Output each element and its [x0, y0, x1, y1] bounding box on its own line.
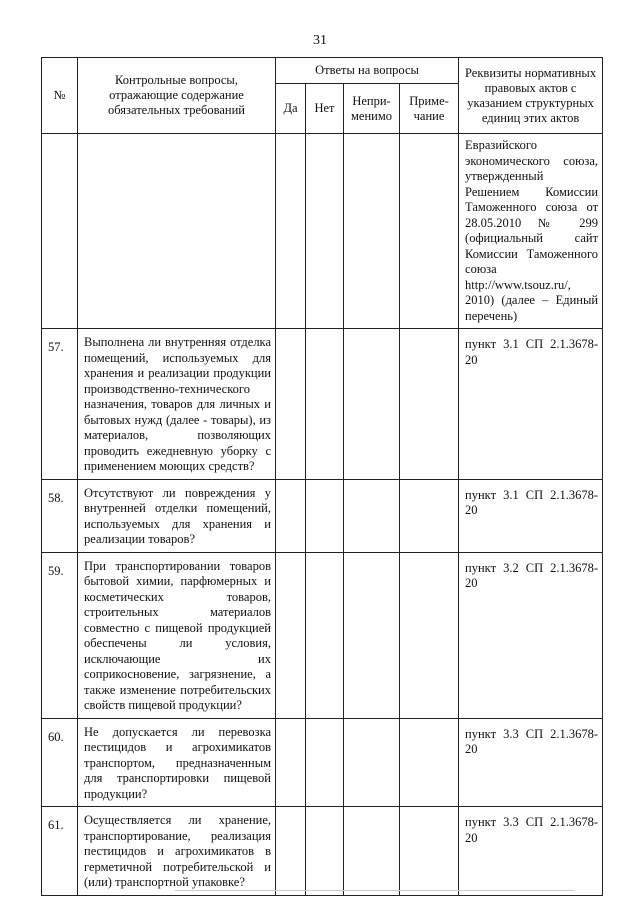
row-number: 60. — [42, 718, 78, 807]
row-number: 57. — [42, 329, 78, 480]
row-number: 61. — [42, 807, 78, 896]
page-number: 31 — [313, 33, 327, 48]
answer-na-cell — [344, 329, 400, 480]
answer-na-cell — [344, 134, 400, 329]
answer-no-cell — [306, 134, 344, 329]
answer-na-cell — [344, 718, 400, 807]
header-answer-no: Нет — [306, 84, 344, 134]
header-answer-na: Непри-менимо — [344, 84, 400, 134]
table-row — [42, 807, 603, 896]
table-row — [42, 718, 603, 807]
header-num: № — [42, 58, 78, 134]
row-number: 59. — [42, 552, 78, 718]
answer-no-cell — [306, 807, 344, 896]
answer-no-cell — [306, 718, 344, 807]
row-reference: пункт 3.2 СП 2.1.3678-20 — [459, 552, 603, 718]
answer-yes-cell — [276, 329, 306, 480]
answer-na-cell — [344, 552, 400, 718]
row-question: Отсутствуют ли повреждения у внутренней отделки помещений, используемых для хранения и реализации товаров? — [78, 479, 276, 552]
header-requisites: Реквизиты нормативных правовых актов с указанием структурных единиц этих актов — [459, 58, 603, 134]
answer-yes-cell — [276, 134, 306, 329]
answer-no-cell — [306, 479, 344, 552]
header-answers-group: Ответы на вопросы — [276, 58, 459, 84]
row-reference: пункт 3.3 СП 2.1.3678-20 — [459, 807, 603, 896]
row-reference: пункт 3.1 СП 2.1.3678-20 — [459, 479, 603, 552]
answer-na-cell — [344, 807, 400, 896]
row-number: 58. — [42, 479, 78, 552]
answer-yes-cell — [276, 718, 306, 807]
row-question: Выполнена ли внутренняя отделка помещений, используемых для хранения и реализации продукции производственно-технического назначения, товаров для личных и бытовых нужд (далее - товары), из материалов, позволяющих проводить ежедневную уборку с применением моющих средств? — [78, 329, 276, 480]
row-reference: пункт 3.3 СП 2.1.3678-20 — [459, 718, 603, 807]
row-reference: пункт 3.1 СП 2.1.3678-20 — [459, 329, 603, 480]
table-row — [42, 552, 603, 718]
scan-edge-line — [175, 890, 575, 891]
table-row — [42, 479, 603, 552]
row-question: Не допускается ли перевозка пестицидов и агрохимикатов транспортом, предназначенным для транспортировки пищевой продукции? — [78, 718, 276, 807]
row-question: При транспортировании товаров бытовой химии, парфюмерных и косметических товаров, строительных материалов совместно с пищевой продукцией обеспечены ли условия, исключающие их соприкосновение, загрязнение, а также изменение потребительских свойств пищевой продукции? — [78, 552, 276, 718]
answer-yes-cell — [276, 552, 306, 718]
answer-no-cell — [306, 329, 344, 480]
answer-note-cell — [400, 134, 459, 329]
header-answer-yes: Да — [276, 84, 306, 134]
row-reference: Евразийского экономического союза, утвержденный Решением Комиссии Таможенного союза от 28.05.2010 № 299 (официальный сайт Комиссии Таможенного союза http://www.tsouz.ru/, 2010) (далее – Единый перечень) — [459, 134, 603, 329]
table-row — [42, 329, 603, 480]
answer-note-cell — [400, 552, 459, 718]
row-number — [42, 134, 78, 329]
answer-yes-cell — [276, 479, 306, 552]
answer-no-cell — [306, 552, 344, 718]
row-question — [78, 134, 276, 329]
answer-yes-cell — [276, 807, 306, 896]
answer-note-cell — [400, 718, 459, 807]
header-questions: Контрольные вопросы, отражающие содержание обязательных требований — [78, 58, 276, 134]
row-question: Осуществляется ли хранение, транспортирование, реализация пестицидов и агрохимикатов в герметичной потребительской и (или) транспортной упаковке? — [78, 807, 276, 896]
answer-note-cell — [400, 807, 459, 896]
answer-na-cell — [344, 479, 400, 552]
table-row — [42, 134, 603, 329]
header-answer-note: Приме-чание — [400, 84, 459, 134]
answer-note-cell — [400, 329, 459, 480]
answer-note-cell — [400, 479, 459, 552]
checklist-table — [41, 57, 603, 896]
